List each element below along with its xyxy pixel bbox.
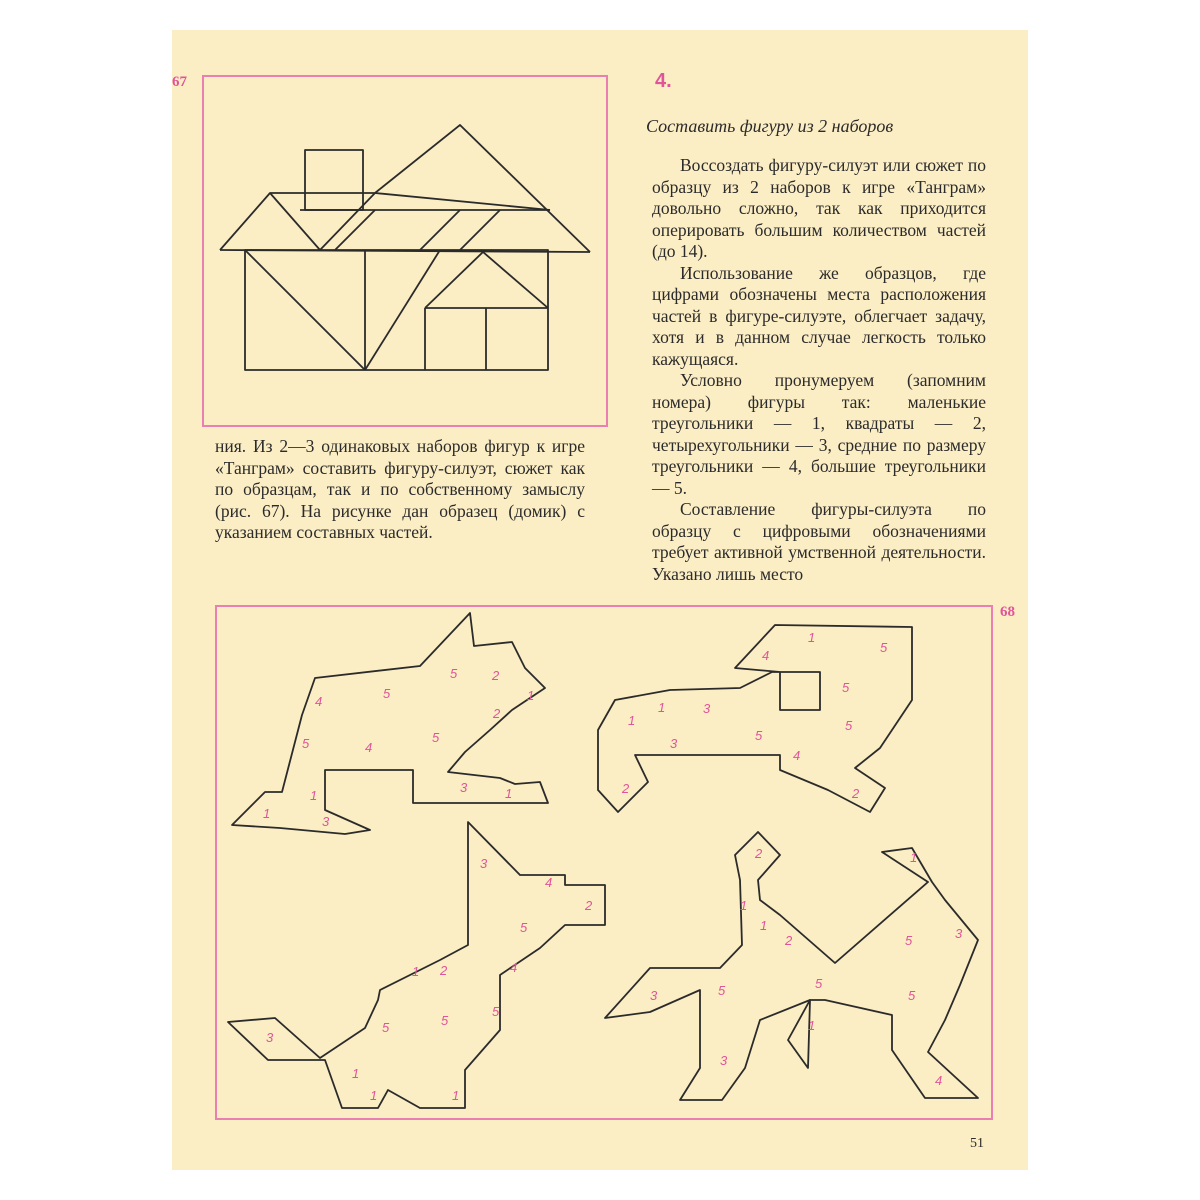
svg-text:2: 2 bbox=[755, 846, 763, 861]
paragraph-1: Воссоздать фигуру-силуэт или сюжет по образцу из 2 наборов к игре «Танграм» довольно сложно, так как приходится оперировать большим количеством частей (до 14). bbox=[652, 155, 986, 261]
svg-text:1: 1 bbox=[452, 1088, 460, 1103]
svg-text:1: 1 bbox=[658, 700, 666, 715]
svg-text:3: 3 bbox=[670, 736, 678, 751]
svg-text:5: 5 bbox=[302, 736, 310, 751]
svg-text:4: 4 bbox=[793, 748, 801, 763]
svg-text:1: 1 bbox=[412, 964, 420, 979]
svg-text:3: 3 bbox=[266, 1030, 274, 1045]
svg-text:5: 5 bbox=[755, 728, 763, 743]
svg-text:1: 1 bbox=[370, 1088, 378, 1103]
svg-text:3: 3 bbox=[460, 780, 468, 795]
svg-text:1: 1 bbox=[910, 850, 918, 865]
paragraph-2: Использование же образцов, где цифрами обозначены места расположения частей в фигуре-силуэте, облегчает задачу, хотя и в данном случае легкость только кажущаяся. bbox=[652, 262, 986, 369]
section-title: Составить фигуру из 2 наборов bbox=[646, 116, 894, 136]
svg-text:4: 4 bbox=[510, 960, 518, 975]
animal-4-outline bbox=[605, 832, 978, 1100]
figure-67-number: 67 bbox=[172, 74, 187, 90]
svg-text:2: 2 bbox=[585, 898, 593, 913]
svg-text:2: 2 bbox=[493, 706, 501, 721]
svg-text:4: 4 bbox=[315, 694, 323, 709]
svg-text:2: 2 bbox=[440, 963, 448, 978]
svg-text:5: 5 bbox=[383, 686, 391, 701]
figure-68-number: 68 bbox=[1000, 604, 1015, 620]
svg-text:1: 1 bbox=[527, 688, 535, 703]
page-number: 51 bbox=[970, 1136, 984, 1151]
svg-text:1: 1 bbox=[263, 806, 271, 821]
svg-text:1: 1 bbox=[760, 918, 768, 933]
svg-text:5: 5 bbox=[432, 730, 440, 745]
paragraph-3: Условно пронумеруем (запомним номера) фигуры так: маленькие треугольники — 1, квадраты — 2, четырехугольники — 3, средние по размеру треугольники — 4, большие треугольники — 5. bbox=[652, 370, 986, 498]
svg-text:4: 4 bbox=[762, 648, 770, 663]
svg-text:2: 2 bbox=[785, 933, 793, 948]
svg-text:3: 3 bbox=[955, 926, 963, 941]
svg-text:5: 5 bbox=[441, 1013, 449, 1028]
svg-text:5: 5 bbox=[842, 680, 850, 695]
svg-text:4: 4 bbox=[365, 740, 373, 755]
svg-text:3: 3 bbox=[480, 856, 488, 871]
svg-text:2: 2 bbox=[492, 668, 500, 683]
svg-text:3: 3 bbox=[322, 814, 330, 829]
svg-text:1: 1 bbox=[310, 788, 318, 803]
svg-text:3: 3 bbox=[650, 988, 658, 1003]
svg-text:5: 5 bbox=[520, 920, 528, 935]
svg-text:1: 1 bbox=[808, 1018, 816, 1033]
svg-text:1: 1 bbox=[505, 786, 513, 801]
svg-text:5: 5 bbox=[492, 1004, 500, 1019]
svg-text:5: 5 bbox=[815, 976, 823, 991]
svg-text:4: 4 bbox=[545, 875, 553, 890]
paragraph-4: Составление фигуры-силуэта по образцу с цифровыми обозначениями требует активной умственной деятельности. Указано лишь место bbox=[652, 499, 986, 584]
svg-text:5: 5 bbox=[905, 933, 913, 948]
left-paragraph: ния. Из 2—3 одинаковых наборов фигур к игре «Танграм» составить фигуру-силуэт, сюжет как по образцам, так и по собственному замыслу (рис. 67). На рисунке дан образец (домик) с указанием составных частей. bbox=[215, 436, 585, 542]
svg-text:5: 5 bbox=[845, 718, 853, 733]
svg-text:5: 5 bbox=[908, 988, 916, 1003]
figure-68-piece-numbers bbox=[263, 630, 963, 1103]
svg-text:4: 4 bbox=[935, 1073, 943, 1088]
svg-text:1: 1 bbox=[808, 630, 816, 645]
section-number: 4. bbox=[655, 70, 672, 92]
svg-text:5: 5 bbox=[718, 983, 726, 998]
animal-2-outline bbox=[598, 625, 912, 812]
svg-text:1: 1 bbox=[352, 1066, 360, 1081]
svg-text:1: 1 bbox=[628, 713, 636, 728]
svg-text:2: 2 bbox=[852, 786, 860, 801]
svg-text:2: 2 bbox=[622, 781, 630, 796]
animal-4-triangle-piece bbox=[788, 1000, 810, 1068]
animal-1-outline bbox=[232, 613, 548, 834]
svg-text:3: 3 bbox=[703, 701, 711, 716]
svg-text:5: 5 bbox=[450, 666, 458, 681]
svg-text:1: 1 bbox=[740, 898, 748, 913]
svg-text:5: 5 bbox=[880, 640, 888, 655]
svg-text:5: 5 bbox=[382, 1020, 390, 1035]
svg-text:3: 3 bbox=[720, 1053, 728, 1068]
